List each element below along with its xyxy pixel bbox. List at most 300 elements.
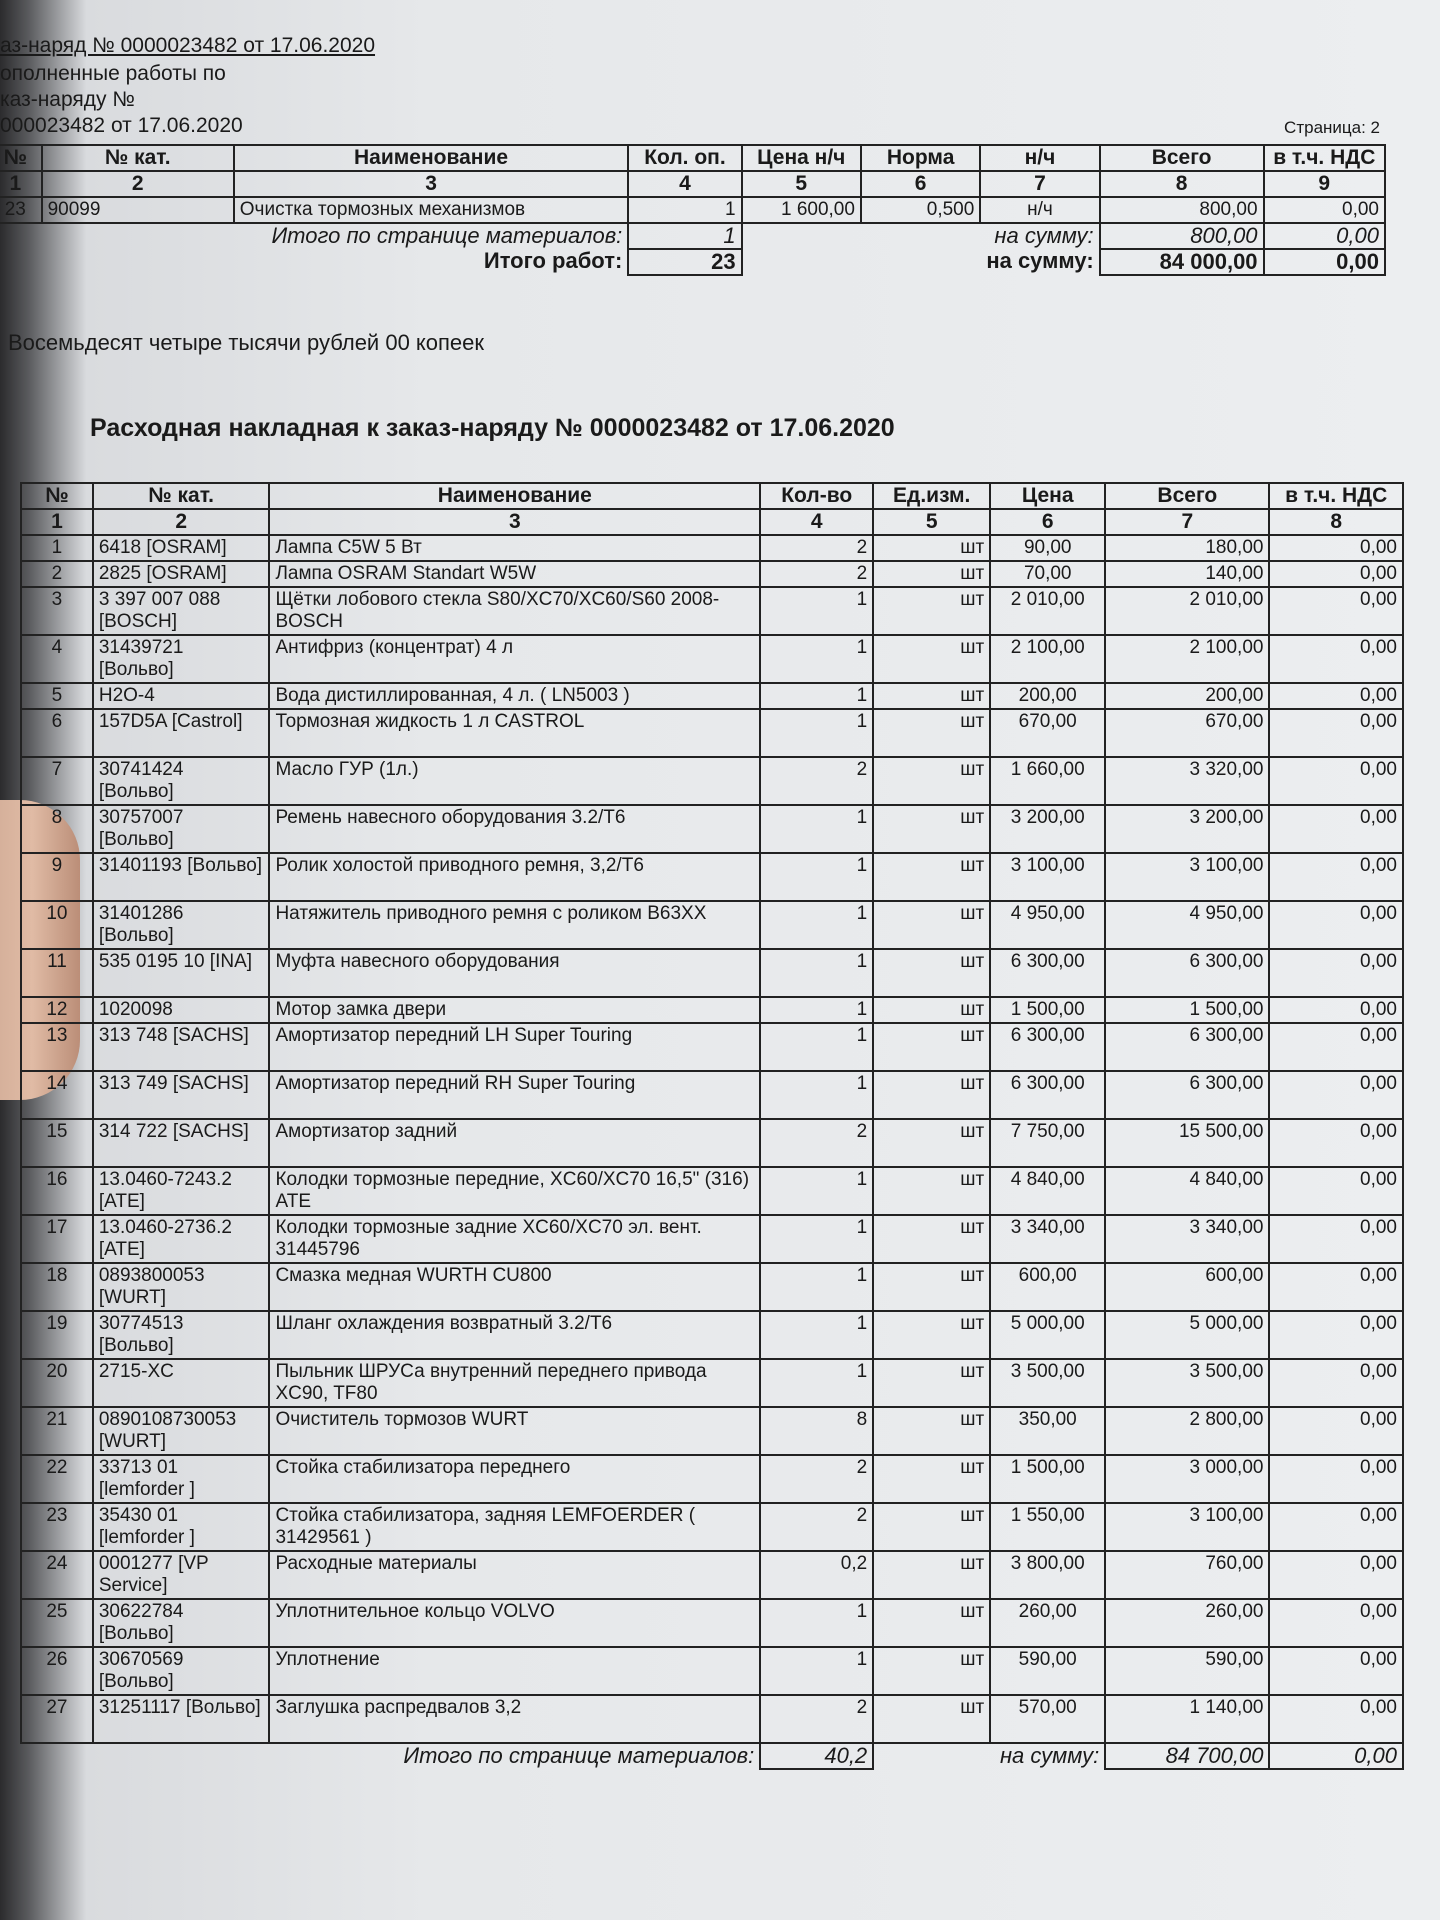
cell-name: Тормозная жидкость 1 л CASTROL [269, 709, 760, 757]
cell-unit: шт [873, 1647, 990, 1695]
cell-name: Вода дистиллированная, 4 л. ( LN5003 ) [269, 683, 760, 709]
cell-vat: 0,00 [1269, 1455, 1403, 1503]
cell-total: 5 000,00 [1105, 1311, 1269, 1359]
cell-total: 4 840,00 [1105, 1167, 1269, 1215]
col-index: 2 [93, 509, 270, 535]
table-row [21, 709, 1403, 757]
cell-price: 1 500,00 [990, 997, 1105, 1023]
cell-price: 7 750,00 [990, 1119, 1105, 1167]
page-total-sum-label: на сумму: [999, 1743, 1100, 1768]
cell-cat: 31401286 [Вольво] [93, 901, 270, 949]
col-index: 6 [861, 171, 980, 197]
cell-vat: 0,00 [1269, 1311, 1403, 1359]
cell-cat: 3 397 007 088 [BOSCH] [93, 587, 270, 635]
table-row [0, 197, 1385, 223]
cell-vat: 0,00 [1269, 757, 1403, 805]
cell-no: 9 [21, 853, 93, 901]
cell-total: 760,00 [1105, 1551, 1269, 1599]
cell-cat: 31401193 [Вольво] [93, 853, 270, 901]
cell-name: Муфта навесного оборудования [269, 949, 760, 997]
cell-qty: 1 [760, 805, 873, 853]
cell-unit: шт [873, 997, 990, 1023]
cell-qty: 1 [760, 901, 873, 949]
col-header: Наименование [269, 483, 760, 509]
cell-name: Щётки лобового стекла S80/XC70/XC60/S60 2008- BOSCH [269, 587, 760, 635]
cell-vat: 0,00 [1264, 197, 1385, 223]
cell-no: 23 [0, 197, 42, 223]
col-index: 8 [1269, 509, 1403, 535]
cell-qty: 2 [760, 1119, 873, 1167]
cell-price: 2 100,00 [990, 635, 1105, 683]
cell-no: 18 [21, 1263, 93, 1311]
cell-name: Очиститель тормозов WURT [269, 1407, 760, 1455]
cell-unit: шт [873, 1215, 990, 1263]
cell-cat: 314 722 [SACHS] [93, 1119, 270, 1167]
cell-no: 4 [21, 635, 93, 683]
cell-name: Колодки тормозные задние XC60/XC70 эл. вент. 31445796 [269, 1215, 760, 1263]
col-header: Норма [861, 145, 980, 171]
table-row [21, 1359, 1403, 1407]
cell-vat: 0,00 [1269, 1167, 1403, 1215]
col-header: Всего [1105, 483, 1269, 509]
table-row [21, 1023, 1403, 1071]
cell-no: 14 [21, 1071, 93, 1119]
cell-qty: 2 [760, 1455, 873, 1503]
cell-price: 1 500,00 [990, 1455, 1105, 1503]
cell-unit: н/ч [980, 197, 1099, 223]
works-total-sum: 84 000,00 [1100, 249, 1264, 275]
table-row [21, 805, 1403, 853]
col-header: Кол. оп. [628, 145, 741, 171]
cell-vat: 0,00 [1269, 1263, 1403, 1311]
cell-qty: 1 [760, 1071, 873, 1119]
cell-price: 260,00 [990, 1599, 1105, 1647]
cell-no: 11 [21, 949, 93, 997]
col-index: 5 [873, 509, 990, 535]
col-index: 2 [42, 171, 234, 197]
cell-cat: 35430 01 [lemforder ] [93, 1503, 270, 1551]
cell-name: Расходные материалы [269, 1551, 760, 1599]
cell-price: 6 300,00 [990, 1071, 1105, 1119]
cell-name: Антифриз (концентрат) 4 л [269, 635, 760, 683]
cell-vat: 0,00 [1269, 1215, 1403, 1263]
col-index: 5 [742, 171, 861, 197]
cell-price: 3 340,00 [990, 1215, 1105, 1263]
cell-qty: 1 [760, 1647, 873, 1695]
cell-price: 3 100,00 [990, 853, 1105, 901]
cell-vat: 0,00 [1269, 949, 1403, 997]
cell-vat: 0,00 [1269, 1359, 1403, 1407]
works-page-total-row [0, 223, 1385, 249]
cell-no: 25 [21, 1599, 93, 1647]
table-row [21, 757, 1403, 805]
cell-no: 17 [21, 1215, 93, 1263]
cell-vat: 0,00 [1269, 1695, 1403, 1743]
table-row [21, 1311, 1403, 1359]
cell-qty: 0,2 [760, 1551, 873, 1599]
cell-name: Шланг охлаждения возвратный 3.2/T6 [269, 1311, 760, 1359]
cell-price: 4 950,00 [990, 901, 1105, 949]
table-row [21, 1407, 1403, 1455]
cell-cat: 313 748 [SACHS] [93, 1023, 270, 1071]
cell-price: 1 600,00 [742, 197, 861, 223]
cell-cat: 31439721 [Вольво] [93, 635, 270, 683]
cell-name: Мотор замка двери [269, 997, 760, 1023]
cell-name: Амортизатор передний RH Super Touring [269, 1071, 760, 1119]
cell-cat: 30774513 [Вольво] [93, 1311, 270, 1359]
cell-no: 19 [21, 1311, 93, 1359]
cell-name: Стойка стабилизатора, задняя LEMFOERDER ( 31429561 ) [269, 1503, 760, 1551]
cell-price: 600,00 [990, 1263, 1105, 1311]
cell-cat: 0890108730053 [WURT] [93, 1407, 270, 1455]
cell-price: 3 800,00 [990, 1551, 1105, 1599]
table-row [21, 1167, 1403, 1215]
cell-price: 350,00 [990, 1407, 1105, 1455]
cell-vat: 0,00 [1269, 1599, 1403, 1647]
invoice-page-total-row [21, 1743, 1403, 1769]
table-row [21, 1695, 1403, 1743]
cell-vat: 0,00 [1269, 709, 1403, 757]
col-header: № кат. [42, 145, 234, 171]
table-row [21, 997, 1403, 1023]
cell-qty: 2 [760, 535, 873, 561]
cell-cat: 2825 [OSRAM] [93, 561, 270, 587]
cell-no: 5 [21, 683, 93, 709]
cell-unit: шт [873, 1119, 990, 1167]
col-index: 4 [760, 509, 873, 535]
cell-vat: 0,00 [1269, 683, 1403, 709]
cell-price: 2 010,00 [990, 587, 1105, 635]
table-row [21, 1455, 1403, 1503]
table-row [21, 587, 1403, 635]
cell-unit: шт [873, 1023, 990, 1071]
cell-total: 2 800,00 [1105, 1407, 1269, 1455]
cell-total: 200,00 [1105, 683, 1269, 709]
cell-total: 6 300,00 [1105, 949, 1269, 997]
page-total-label: Итого по странице материалов: [403, 1743, 755, 1768]
cell-name: Очистка тормозных механизмов [234, 197, 629, 223]
table-row [21, 853, 1403, 901]
col-header: н/ч [980, 145, 1099, 171]
cell-unit: шт [873, 853, 990, 901]
header-line-2: каз-наряду № [0, 88, 135, 111]
works-total-vat: 0,00 [1264, 249, 1385, 275]
cell-name: Амортизатор передний LH Super Touring [269, 1023, 760, 1071]
cell-unit: шт [873, 1167, 990, 1215]
cell-qty: 1 [760, 997, 873, 1023]
cell-total: 180,00 [1105, 535, 1269, 561]
cell-unit: шт [873, 757, 990, 805]
cell-name: Лампа OSRAM Standart W5W [269, 561, 760, 587]
cell-price: 590,00 [990, 1647, 1105, 1695]
cell-no: 13 [21, 1023, 93, 1071]
cell-unit: шт [873, 1311, 990, 1359]
cell-total: 600,00 [1105, 1263, 1269, 1311]
cell-cat: 30757007 [Вольво] [93, 805, 270, 853]
col-header: в т.ч. НДС [1264, 145, 1385, 171]
cell-no: 21 [21, 1407, 93, 1455]
cell-cat: 0893800053 [WURT] [93, 1263, 270, 1311]
cell-no: 6 [21, 709, 93, 757]
cell-cat: 30741424 [Вольво] [93, 757, 270, 805]
cell-no: 12 [21, 997, 93, 1023]
cell-qty: 1 [760, 1167, 873, 1215]
cell-qty: 1 [760, 1359, 873, 1407]
cell-name: Смазка медная WURTH CU800 [269, 1263, 760, 1311]
cell-cat: 0001277 [VP Service] [93, 1551, 270, 1599]
cell-vat: 0,00 [1269, 561, 1403, 587]
table-row [21, 1503, 1403, 1551]
cell-name: Ремень навесного оборудования 3.2/T6 [269, 805, 760, 853]
cell-unit: шт [873, 1599, 990, 1647]
cell-total: 670,00 [1105, 709, 1269, 757]
col-header: Кол-во [760, 483, 873, 509]
cell-cat: 31251117 [Вольво] [93, 1695, 270, 1743]
cell-unit: шт [873, 1503, 990, 1551]
cell-cat: 157D5A [Castrol] [93, 709, 270, 757]
cell-price: 6 300,00 [990, 1023, 1105, 1071]
cell-no: 3 [21, 587, 93, 635]
cell-cat: 30622784 [Вольво] [93, 1599, 270, 1647]
cell-name: Масло ГУР (1л.) [269, 757, 760, 805]
col-header: в т.ч. НДС [1269, 483, 1403, 509]
cell-name: Амортизатор задний [269, 1119, 760, 1167]
cell-qty: 1 [760, 853, 873, 901]
cell-no: 24 [21, 1551, 93, 1599]
cell-qty: 1 [760, 709, 873, 757]
cell-unit: шт [873, 901, 990, 949]
cell-total: 590,00 [1105, 1647, 1269, 1695]
page-total-vat: 0,00 [1269, 1743, 1403, 1769]
cell-name: Лампа C5W 5 Вт [269, 535, 760, 561]
cell-qty: 1 [760, 635, 873, 683]
page-number: Страница: 2 [1284, 118, 1380, 137]
cell-name: Заглушка распредвалов 3,2 [269, 1695, 760, 1743]
cell-no: 2 [21, 561, 93, 587]
col-header: Наименование [234, 145, 629, 171]
cell-total: 3 200,00 [1105, 805, 1269, 853]
cell-qty: 2 [760, 1695, 873, 1743]
cell-total: 140,00 [1105, 561, 1269, 587]
cell-name: Ролик холостой приводного ремня, 3,2/T6 [269, 853, 760, 901]
works-total-label: Итого работ: [483, 249, 623, 273]
cell-vat: 0,00 [1269, 1119, 1403, 1167]
col-index: 3 [269, 509, 760, 535]
col-header: Ед.изм. [873, 483, 990, 509]
col-header: Цена н/ч [742, 145, 861, 171]
cell-unit: шт [873, 1359, 990, 1407]
cell-vat: 0,00 [1269, 1551, 1403, 1599]
cell-price: 1 550,00 [990, 1503, 1105, 1551]
col-index: 8 [1100, 171, 1264, 197]
col-index: 7 [1105, 509, 1269, 535]
works-total-qty: 23 [628, 249, 741, 275]
cell-name: Уплотнительное кольцо VOLVO [269, 1599, 760, 1647]
cell-unit: шт [873, 949, 990, 997]
cell-no: 26 [21, 1647, 93, 1695]
page-total-qty: 1 [628, 223, 741, 249]
cell-total: 3 000,00 [1105, 1455, 1269, 1503]
amount-in-words: Восемьдесят четыре тысячи рублей 00 копеек [8, 330, 485, 355]
table-row [21, 1263, 1403, 1311]
page-total-label: Итого по странице материалов: [271, 223, 623, 248]
cell-no: 15 [21, 1119, 93, 1167]
cell-cat: 90099 [42, 197, 234, 223]
cell-qty: 1 [760, 949, 873, 997]
cell-vat: 0,00 [1269, 1071, 1403, 1119]
col-index: 3 [234, 171, 629, 197]
cell-price: 3 500,00 [990, 1359, 1105, 1407]
table-row [21, 901, 1403, 949]
cell-vat: 0,00 [1269, 1023, 1403, 1071]
cell-total: 260,00 [1105, 1599, 1269, 1647]
cell-vat: 0,00 [1269, 901, 1403, 949]
table-row [21, 1599, 1403, 1647]
cell-vat: 0,00 [1269, 805, 1403, 853]
table-row [21, 1119, 1403, 1167]
cell-name: Пыльник ШРУСа внутренний переднего привода XC90, TF80 [269, 1359, 760, 1407]
cell-unit: шт [873, 1407, 990, 1455]
cell-cat: 13.0460-2736.2 [ATE] [93, 1215, 270, 1263]
cell-no: 23 [21, 1503, 93, 1551]
works-index-row [0, 171, 1385, 197]
cell-total: 3 100,00 [1105, 853, 1269, 901]
cell-qty: 1 [628, 197, 741, 223]
cell-unit: шт [873, 1263, 990, 1311]
table-row [21, 1071, 1403, 1119]
cell-unit: шт [873, 1551, 990, 1599]
cell-name: Стойка стабилизатора переднего [269, 1455, 760, 1503]
table-row [21, 949, 1403, 997]
cell-total: 6 300,00 [1105, 1023, 1269, 1071]
cell-cat: 6418 [OSRAM] [93, 535, 270, 561]
cell-unit: шт [873, 587, 990, 635]
cell-price: 70,00 [990, 561, 1105, 587]
table-row [21, 1647, 1403, 1695]
cell-vat: 0,00 [1269, 1647, 1403, 1695]
col-index: 4 [628, 171, 741, 197]
header-line-1: ополненные работы по [0, 62, 226, 85]
cell-qty: 2 [760, 1503, 873, 1551]
table-row [21, 683, 1403, 709]
cell-qty: 1 [760, 1311, 873, 1359]
cell-price: 90,00 [990, 535, 1105, 561]
cell-cat: 1020098 [93, 997, 270, 1023]
cell-name: Колодки тормозные передние, XC60/XC70 16,5" (316) ATE [269, 1167, 760, 1215]
col-header: Всего [1100, 145, 1264, 171]
cell-vat: 0,00 [1269, 535, 1403, 561]
page-total-qty: 40,2 [760, 1743, 873, 1769]
cell-qty: 1 [760, 683, 873, 709]
cell-unit: шт [873, 805, 990, 853]
works-total-sum-label: на сумму: [986, 249, 1094, 273]
cell-total: 3 100,00 [1105, 1503, 1269, 1551]
cell-qty: 1 [760, 1023, 873, 1071]
header-line-3: 000023482 от 17.06.2020 [0, 114, 243, 137]
cell-price: 570,00 [990, 1695, 1105, 1743]
cell-price: 6 300,00 [990, 949, 1105, 997]
cell-price: 5 000,00 [990, 1311, 1105, 1359]
cell-cat: 13.0460-7243.2 [ATE] [93, 1167, 270, 1215]
invoice-header-row [21, 483, 1403, 509]
page-total-sum-label: на сумму: [994, 223, 1094, 248]
cell-total: 3 500,00 [1105, 1359, 1269, 1407]
cell-qty: 1 [760, 1263, 873, 1311]
cell-unit: шт [873, 561, 990, 587]
col-header: Цена [990, 483, 1105, 509]
cell-vat: 0,00 [1269, 587, 1403, 635]
col-index: 1 [0, 171, 42, 197]
cell-total: 800,00 [1100, 197, 1264, 223]
col-index: 9 [1264, 171, 1385, 197]
cell-name: Натяжитель приводного ремня с роликом B63XX [269, 901, 760, 949]
invoice-title: Расходная накладная к заказ-наряду № 0000023482 от 17.06.2020 [90, 414, 895, 442]
table-row [21, 635, 1403, 683]
cell-total: 2 010,00 [1105, 587, 1269, 635]
cell-price: 670,00 [990, 709, 1105, 757]
cell-name: Уплотнение [269, 1647, 760, 1695]
cell-total: 6 300,00 [1105, 1071, 1269, 1119]
cell-no: 22 [21, 1455, 93, 1503]
cell-norm: 0,500 [861, 197, 980, 223]
page-total-vat: 0,00 [1264, 223, 1385, 249]
cell-no: 27 [21, 1695, 93, 1743]
invoice-index-row [21, 509, 1403, 535]
cell-unit: шт [873, 635, 990, 683]
cell-no: 10 [21, 901, 93, 949]
table-row [21, 1215, 1403, 1263]
cell-vat: 0,00 [1269, 635, 1403, 683]
works-total-row [0, 249, 1385, 275]
cell-price: 3 200,00 [990, 805, 1105, 853]
cell-cat: 33713 01 [lemforder ] [93, 1455, 270, 1503]
cell-no: 20 [21, 1359, 93, 1407]
table-row [21, 1551, 1403, 1599]
col-index: 1 [21, 509, 93, 535]
cell-total: 15 500,00 [1105, 1119, 1269, 1167]
cell-total: 1 140,00 [1105, 1695, 1269, 1743]
invoice-table [20, 482, 1404, 1770]
col-index: 6 [990, 509, 1105, 535]
works-table [0, 144, 1386, 276]
cell-vat: 0,00 [1269, 997, 1403, 1023]
cell-price: 4 840,00 [990, 1167, 1105, 1215]
cell-qty: 2 [760, 757, 873, 805]
works-header-row [0, 145, 1385, 171]
cell-qty: 1 [760, 587, 873, 635]
cell-cat: 313 749 [SACHS] [93, 1071, 270, 1119]
cell-qty: 1 [760, 1599, 873, 1647]
cell-unit: шт [873, 1455, 990, 1503]
cell-price: 200,00 [990, 683, 1105, 709]
cell-unit: шт [873, 1071, 990, 1119]
col-header: № [0, 145, 42, 171]
cell-unit: шт [873, 709, 990, 757]
order-title: аз-наряд № 0000023482 от 17.06.2020 [0, 34, 376, 57]
cell-total: 4 950,00 [1105, 901, 1269, 949]
cell-unit: шт [873, 1695, 990, 1743]
cell-qty: 1 [760, 1215, 873, 1263]
cell-no: 8 [21, 805, 93, 853]
col-header: № [21, 483, 93, 509]
cell-total: 3 320,00 [1105, 757, 1269, 805]
page-total-sum: 84 700,00 [1105, 1743, 1269, 1769]
cell-price: 1 660,00 [990, 757, 1105, 805]
cell-total: 1 500,00 [1105, 997, 1269, 1023]
cell-cat: H2O-4 [93, 683, 270, 709]
cell-cat: 30670569 [Вольво] [93, 1647, 270, 1695]
cell-qty: 8 [760, 1407, 873, 1455]
